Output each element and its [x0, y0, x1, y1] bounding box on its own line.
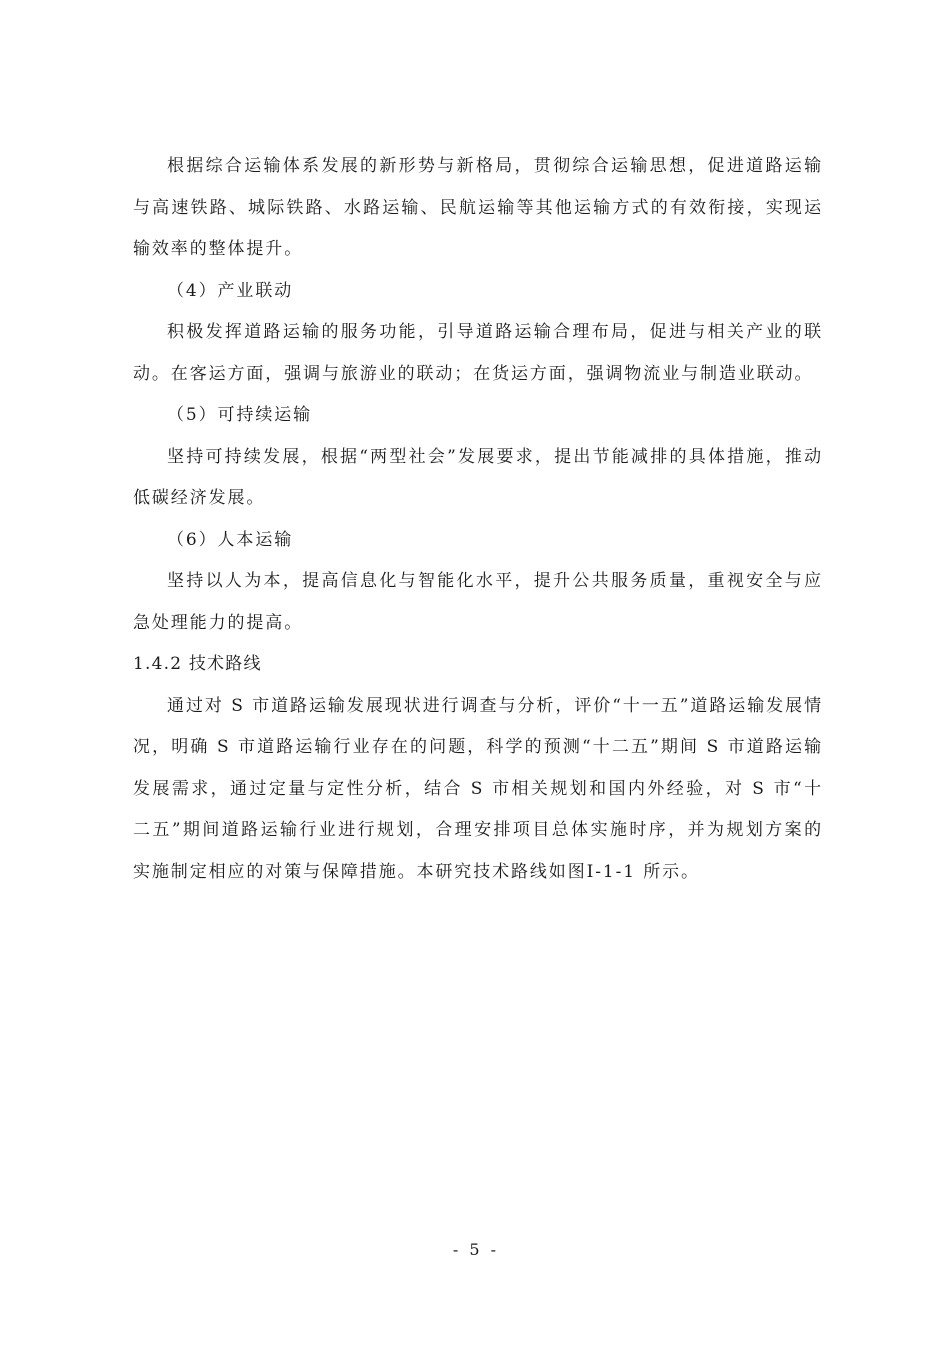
paragraph-integrated-transport: 根据综合运输体系发展的新形势与新格局，贯彻综合运输思想，促进道路运输与高速铁路、城际铁路、水路运输、民航运输等其他运输方式的有效衔接，实现运输效率的整体提升。 — [133, 156, 823, 259]
subheading-people-oriented-transport: （6）人本运输 — [167, 529, 294, 550]
paragraph-industry-linkage: 积极发挥道路运输的服务功能，引导道路运输合理布局，促进与相关产业的联动。在客运方面，强调与旅游业的联动；在货运方面，强调物流业与制造业联动。 — [133, 322, 823, 384]
paragraph-sustainable-transport: 坚持可持续发展，根据“两型社会”发展要求，提出节能减排的具体措施，推动低碳经济发展。 — [133, 446, 823, 508]
page-number: - 5 - — [452, 1240, 500, 1259]
paragraph-technical-route: 通过对 S 市道路运输发展现状进行调查与分析，评价“十一五”道路运输发展情况，明确 S 市道路运输行业存在的问题，科学的预测“十二五”期间 S 市道路运输发展需求，通过定量与定性分析，结合 S 市相关规划和国内外经验，对 S 市“十二五”期间道路运输行业进行规划，合理安排项目总体实施时序，并为规划方案的实施制定相应的对策与保障措施。本研究技术路线如图I-1-1 所示。 — [133, 695, 823, 882]
paragraph-people-oriented-transport: 坚持以人为本，提高信息化与智能化水平，提升公共服务质量，重视安全与应急处理能力的提高。 — [133, 571, 823, 633]
subheading-sustainable-transport: （5）可持续运输 — [167, 405, 313, 425]
subheading-industry-linkage: （4）产业联动 — [167, 280, 294, 301]
section-heading-technical-route: 1.4.2 技术路线 — [133, 654, 262, 674]
body-text — [133, 146, 823, 893]
